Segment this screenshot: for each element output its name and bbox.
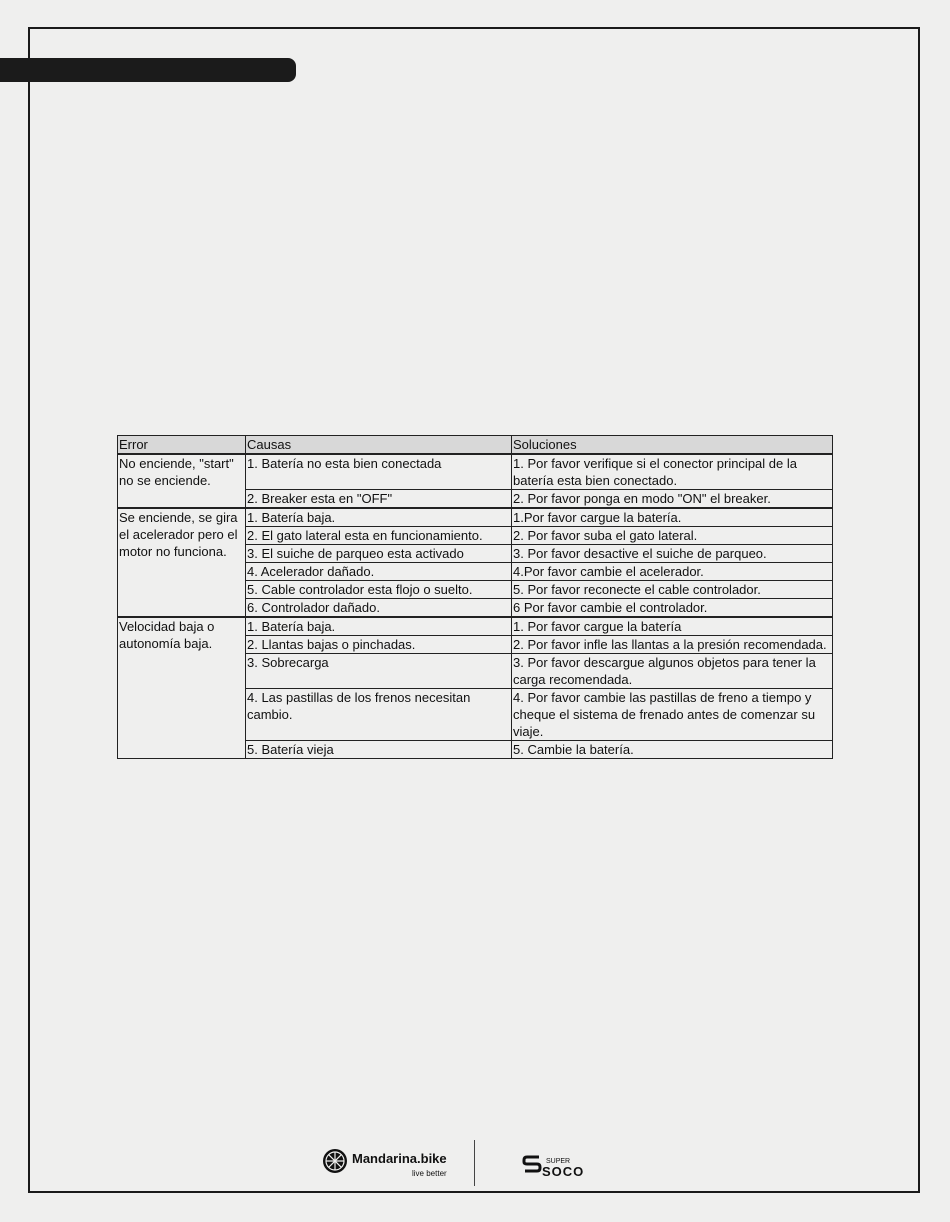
troubleshooting-table xyxy=(117,435,833,759)
table-row xyxy=(118,508,833,527)
cause-cell: 5. Batería vieja xyxy=(246,741,512,759)
footer-divider xyxy=(474,1140,475,1186)
cause-cell: 3. Sobrecarga xyxy=(246,654,512,689)
mandarina-logo-icon xyxy=(322,1148,348,1174)
cause-cell: 6. Controlador dañado. xyxy=(246,599,512,618)
brand2-super: SUPER xyxy=(546,1158,571,1165)
cause-cell: 4. Acelerador dañado. xyxy=(246,563,512,581)
cause-cell: 1. Batería baja. xyxy=(246,508,512,527)
solution-cell: 3. Por favor descargue algunos objetos para tener la carga recomendada. xyxy=(512,654,833,689)
solution-cell: 2. Por favor ponga en modo "ON" el breaker. xyxy=(512,490,833,509)
solution-cell: 5. Cambie la batería. xyxy=(512,741,833,759)
table-header-row xyxy=(118,436,833,455)
header-error: Error xyxy=(118,436,246,455)
cause-cell: 2. El gato lateral esta en funcionamiento. xyxy=(246,527,512,545)
cause-cell: 1. Batería no esta bien conectada xyxy=(246,454,512,490)
section-header-bar xyxy=(0,58,296,82)
solution-cell: 2. Por favor suba el gato lateral. xyxy=(512,527,833,545)
footer-logos xyxy=(320,1140,620,1188)
cause-cell: 4. Las pastillas de los frenos necesitan cambio. xyxy=(246,689,512,741)
super-soco-logo-icon xyxy=(522,1154,542,1174)
cause-cell: 3. El suiche de parqueo esta activado xyxy=(246,545,512,563)
header-solutions: Soluciones xyxy=(512,436,833,455)
cause-cell: 2. Llantas bajas o pinchadas. xyxy=(246,636,512,654)
solution-cell: 1. Por favor cargue la batería xyxy=(512,617,833,636)
error-cell: No enciende, "start" no se enciende. xyxy=(118,454,246,508)
error-cell: Velocidad baja o autonomía baja. xyxy=(118,617,246,759)
solution-cell: 4.Por favor cambie el acelerador. xyxy=(512,563,833,581)
solution-cell: 2. Por favor infle las llantas a la presión recomendada. xyxy=(512,636,833,654)
header-causes: Causas xyxy=(246,436,512,455)
error-cell: Se enciende, se gira el acelerador pero el motor no funciona. xyxy=(118,508,246,617)
cause-cell: 1. Batería baja. xyxy=(246,617,512,636)
brand1-tagline: live better xyxy=(412,1169,447,1178)
table-row xyxy=(118,454,833,490)
solution-cell: 3. Por favor desactive el suiche de parqueo. xyxy=(512,545,833,563)
cause-cell: 5. Cable controlador esta flojo o suelto. xyxy=(246,581,512,599)
brand1-name: Mandarina.bike xyxy=(352,1151,447,1166)
brand2-name: SOCO xyxy=(542,1164,585,1179)
cause-cell: 2. Breaker esta en "OFF" xyxy=(246,490,512,509)
solution-cell: 6 Por favor cambie el controlador. xyxy=(512,599,833,618)
solution-cell: 1. Por favor verifique si el conector principal de la batería esta bien conectado. xyxy=(512,454,833,490)
table-row xyxy=(118,617,833,636)
solution-cell: 4. Por favor cambie las pastillas de freno a tiempo y cheque el sistema de frenado antes de comenzar su viaje. xyxy=(512,689,833,741)
solution-cell: 5. Por favor reconecte el cable controlador. xyxy=(512,581,833,599)
solution-cell: 1.Por favor cargue la batería. xyxy=(512,508,833,527)
